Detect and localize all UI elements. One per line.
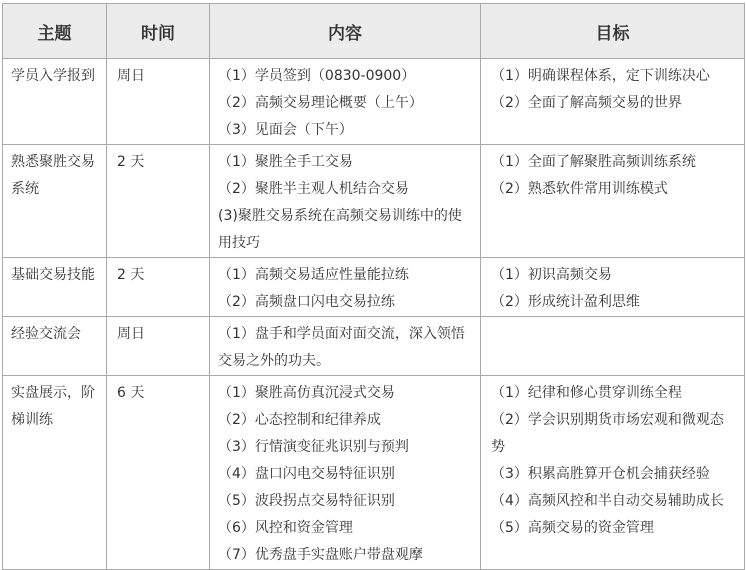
table-row — [3, 145, 745, 258]
time-text: 2 天 — [117, 267, 145, 283]
goal-item: （4）高频风控和半自动交易辅助成长 — [491, 493, 724, 509]
content-item: （1）聚胜高仿真沉浸式交易 — [218, 385, 395, 401]
time-cell — [107, 145, 210, 258]
goal-item: （2）全面了解高频交易的世界 — [491, 95, 682, 111]
header-content: 内容 — [210, 4, 481, 59]
time-cell — [107, 258, 210, 317]
goal-item: （1）初识高频交易 — [491, 267, 612, 283]
table-row — [3, 317, 745, 376]
time-cell — [107, 317, 210, 376]
topic-text: 学员入学报到 — [11, 68, 95, 84]
content-cell — [210, 145, 481, 258]
content-item: （2）聚胜半主观人机结合交易 — [218, 181, 409, 197]
content-item: （2）心态控制和纪律养成 — [218, 412, 381, 428]
content-item: （2）高频盘口闪电交易拉练 — [218, 294, 395, 310]
topic-cell — [3, 59, 107, 145]
content-cell — [210, 376, 481, 570]
content-cell — [210, 317, 481, 376]
content-item: （1）盘手和学员面对面交流，深入领悟交易之外的功夫。 — [218, 326, 465, 369]
time-text: 2 天 — [117, 154, 145, 170]
topic-cell — [3, 376, 107, 570]
goal-item: （2）熟悉软件常用训练模式 — [491, 181, 668, 197]
content-item: （2）高频交易理论概要（上午） — [218, 95, 423, 111]
header-time: 时间 — [107, 4, 210, 59]
goal-item: （1）纪律和修心贯穿训练全程 — [491, 385, 682, 401]
topic-text: 基础交易技能 — [11, 267, 95, 283]
goal-item: （1）明确课程体系，定下训练决心 — [491, 68, 710, 84]
topic-cell — [3, 258, 107, 317]
goal-item: （1）全面了解聚胜高频训练系统 — [491, 154, 696, 170]
goal-item: （2）形成统计盈利思维 — [491, 294, 640, 310]
content-item: （1）聚胜全手工交易 — [218, 154, 353, 170]
goal-cell — [481, 59, 745, 145]
content-item: （5）波段拐点交易特征识别 — [218, 493, 395, 509]
content-cell — [210, 59, 481, 145]
topic-cell — [3, 145, 107, 258]
topic-text: 实盘展示，阶梯训练 — [11, 385, 95, 428]
goal-item: （5）高频交易的资金管理 — [491, 520, 654, 536]
content-cell — [210, 258, 481, 317]
header-goal: 目标 — [481, 4, 745, 59]
time-text: 6 天 — [117, 385, 145, 401]
content-item: （1）学员签到（0830-0900） — [218, 68, 416, 84]
topic-text: 熟悉聚胜交易系统 — [11, 154, 95, 197]
table-header-row — [3, 4, 745, 59]
goal-item: （2）学会识别期货市场宏观和微观态势 — [491, 412, 724, 455]
goal-cell — [481, 317, 745, 376]
goal-cell — [481, 258, 745, 317]
table-row — [3, 376, 745, 570]
topic-text: 经验交流会 — [11, 326, 81, 342]
content-item: （7）优秀盘手实盘账户带盘观摩 — [218, 547, 423, 563]
content-item: （3）见面会（下午） — [218, 122, 353, 138]
time-text: 周日 — [117, 326, 145, 342]
table-row — [3, 59, 745, 145]
content-item: (3)聚胜交易系统在高频交易训练中的使用技巧 — [218, 208, 462, 251]
table-row — [3, 258, 745, 317]
content-item: （1）高频交易适应性量能拉练 — [218, 267, 409, 283]
header-topic: 主题 — [3, 4, 107, 59]
goal-item: （3）积累高胜算开仓机会捕获经验 — [491, 466, 710, 482]
goal-cell — [481, 376, 745, 570]
time-cell — [107, 376, 210, 570]
content-item: （3）行情演变征兆识别与预判 — [218, 439, 409, 455]
training-schedule-table — [2, 3, 745, 570]
content-item: （6）风控和资金管理 — [218, 520, 353, 536]
time-cell — [107, 59, 210, 145]
topic-cell — [3, 317, 107, 376]
goal-cell — [481, 145, 745, 258]
content-item: （4）盘口闪电交易特征识别 — [218, 466, 395, 482]
time-text: 周日 — [117, 68, 145, 84]
